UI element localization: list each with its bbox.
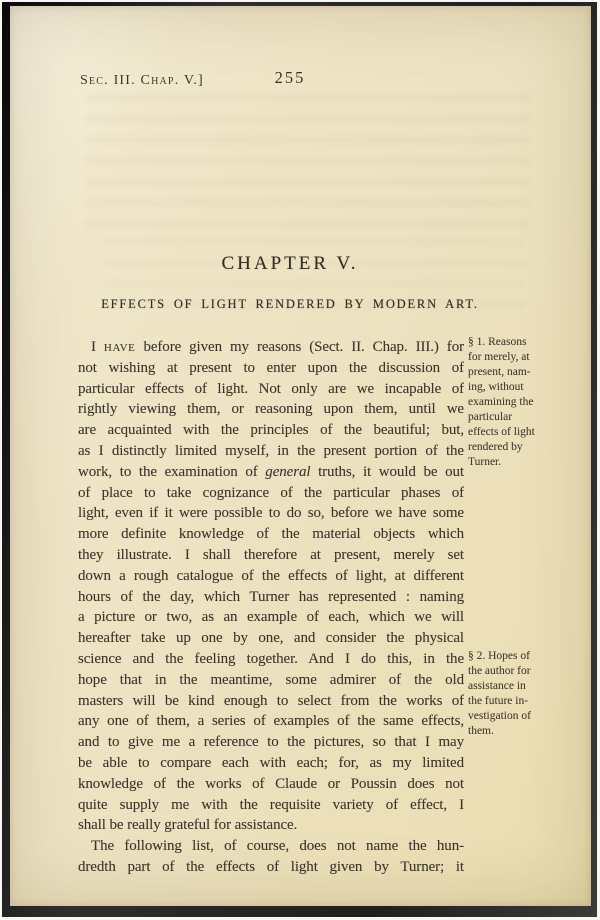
sidenote-line: present, nam-: [468, 365, 531, 378]
text-line: science and the feeling together. And I do this, in the: [78, 650, 464, 667]
text-line: The following list, of course, does not name the hun-: [91, 838, 464, 855]
running-header: [78, 68, 502, 92]
text-line: down a rough catalogue of the effects of light, at different: [78, 567, 464, 584]
text-line: a picture or two, as an example of each, which we will: [78, 609, 464, 626]
section-chapter-label: Sec. III. Chap. V.]: [80, 73, 204, 88]
sidenote-line: ing, without: [468, 380, 524, 393]
chapter-subtitle: EFFECTS OF LIGHT RENDERED BY MODERN ART.: [101, 297, 479, 311]
text-line: hope that in the meantime, some admirer of the old: [78, 671, 464, 688]
text-line: not wishing at present to enter upon the discussion of: [78, 359, 464, 376]
page-number: 255: [274, 68, 306, 87]
text-line: be able to compare each with each; for, as my limited: [78, 754, 464, 771]
sidenote-line: examining the: [468, 395, 534, 408]
text-line: as I distinctly limited myself, in the present portion of the: [78, 442, 464, 459]
book-page: [10, 6, 591, 906]
chapter-title: CHAPTER V.: [221, 253, 359, 274]
sidenote-line: effects of light: [468, 425, 535, 438]
show-through-text: [85, 94, 530, 236]
text-line: knowledge of the works of Claude or Poussin does not: [78, 775, 464, 792]
body-text: [78, 337, 464, 878]
scan-dark-edge: [2, 2, 597, 917]
text-line: work, to the examination of general truths, it would be out: [78, 463, 464, 480]
sidenote-line: § 1. Reasons: [468, 336, 527, 348]
text-line: quite supply me with the requisite variety of effect, I: [78, 796, 464, 813]
sidenote: [468, 335, 560, 470]
sidenote-line: vestigation of: [468, 709, 531, 722]
text-line: particular effects of light. Not only are we incapable of: [78, 380, 464, 397]
text-line: shall be really grateful for assistance.: [78, 817, 298, 834]
sidenote-line: for merely, at: [468, 350, 530, 363]
text-line: masters will be kind enough to select from the works of: [78, 692, 464, 709]
sidenote-line: rendered by: [468, 440, 523, 453]
sidenote-line: Turner.: [468, 455, 502, 468]
text-line: of place to take cognizance of the particular phases of: [78, 484, 464, 501]
sidenote-line: particular: [468, 410, 513, 423]
sidenote-line: them.: [468, 724, 494, 737]
text-line: and to give me a reference to the pictures, so that I may: [78, 734, 464, 751]
sidenote-line: the author for: [468, 664, 531, 677]
text-line: light, even if it were possible to do so, before we have some: [78, 505, 464, 522]
sidenote-line: § 2. Hopes of: [468, 650, 530, 662]
text-line: more definite knowledge of the material objects which: [78, 526, 464, 543]
text-line: hereafter take up one by one, and consider the physical: [78, 630, 464, 647]
sidenote-line: the future in-: [468, 694, 529, 707]
sidenote-line: assistance in: [468, 679, 526, 692]
text-line: they illustrate. I shall therefore at present, merely set: [78, 546, 464, 563]
text-line: hours of the day, which Turner has represented : naming: [78, 588, 464, 605]
text-line: any one of them, a series of examples of the same effects,: [78, 713, 464, 730]
text-line: dredth part of the effects of light given by Turner; it: [78, 858, 464, 875]
text-line: rightly viewing them, or reasoning upon them, until we: [78, 401, 464, 418]
text-line: I have before given my reasons (Sect. II. Chap. III.) for: [91, 339, 464, 355]
sidenote: [468, 649, 560, 739]
text-line: are acquainted with the principles of the beautiful; but,: [78, 422, 464, 439]
